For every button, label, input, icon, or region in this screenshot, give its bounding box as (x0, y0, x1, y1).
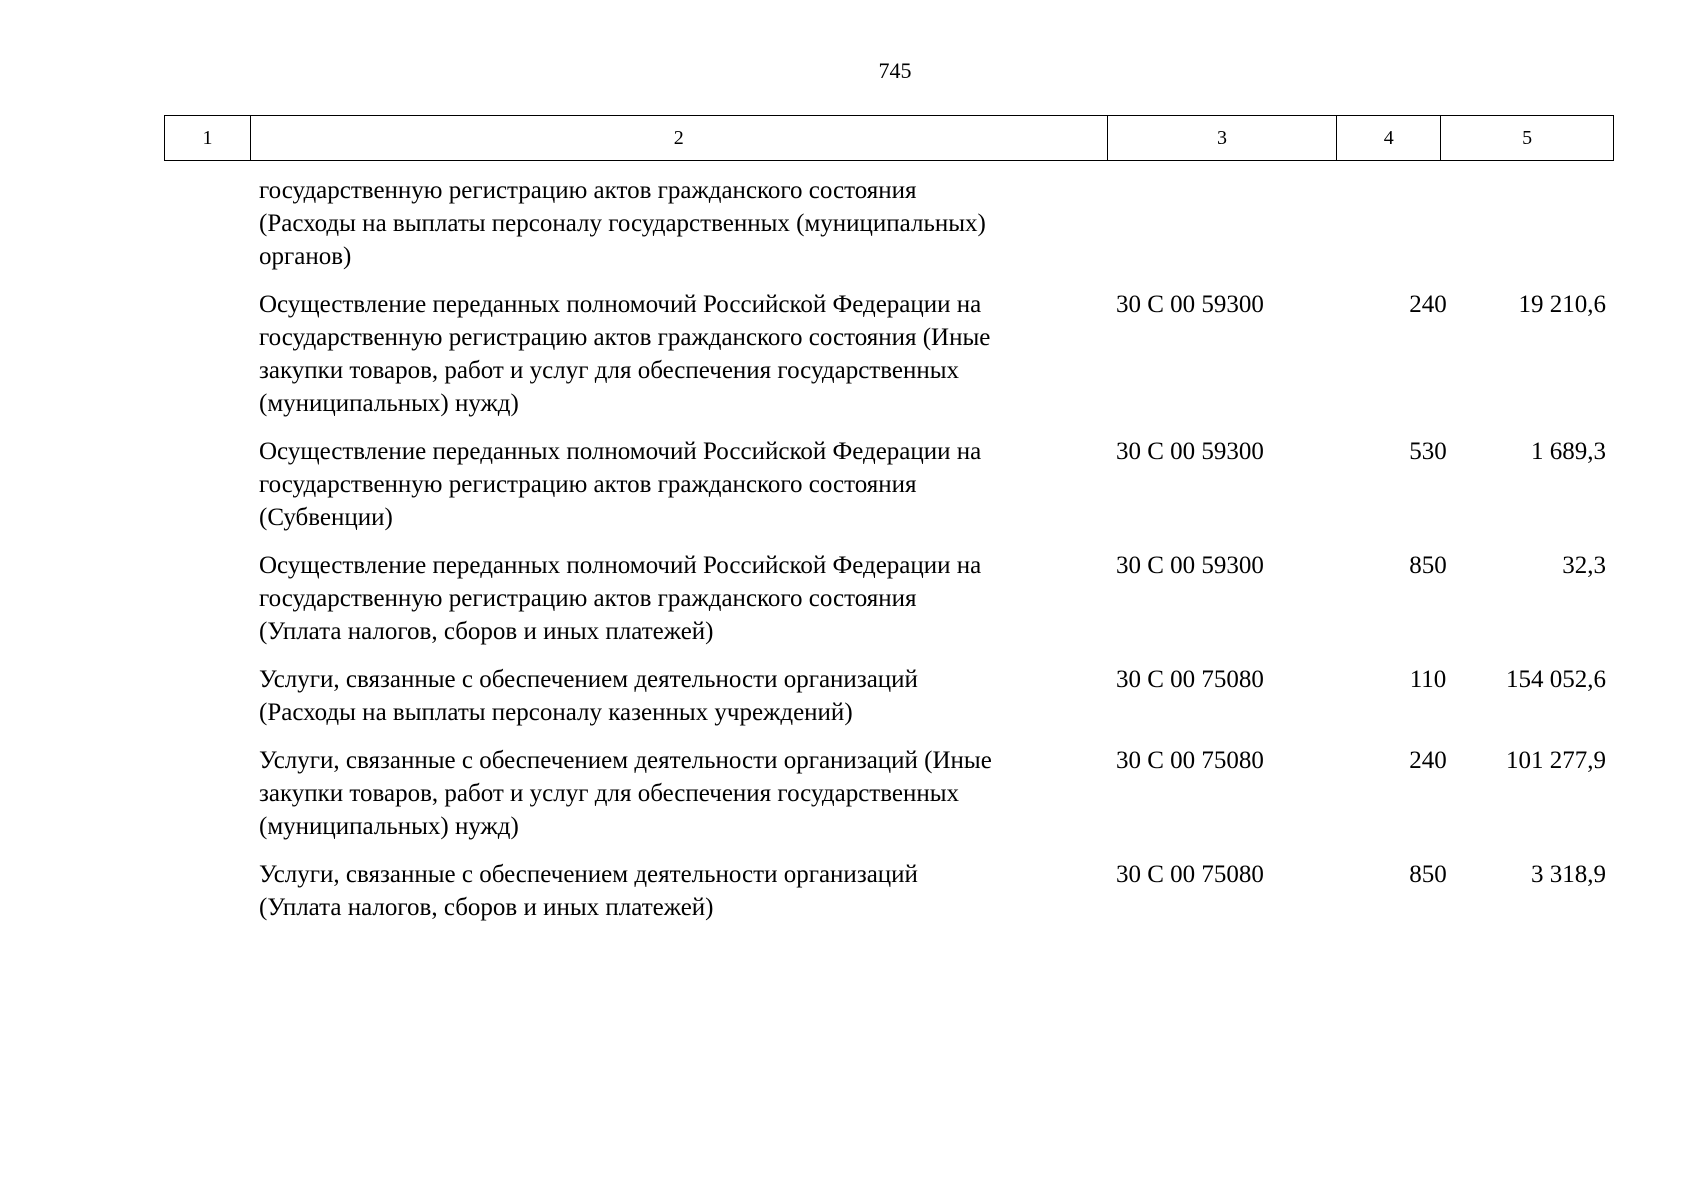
column-header-2: 2 (251, 116, 1108, 160)
row-description (259, 858, 1099, 924)
table-row (0, 858, 1697, 924)
table-row (0, 435, 1697, 534)
target-article-code: 30 С 00 59300 (1116, 291, 1264, 318)
row-description (259, 663, 1099, 729)
column-header-5: 5 (1522, 126, 1533, 149)
table-row (0, 549, 1697, 648)
expense-type-code: 240 (1409, 747, 1447, 774)
expense-type-code: 530 (1409, 438, 1447, 465)
description-line: Услуги, связанные с обеспечением деятельности организаций (Иные (259, 747, 992, 774)
column-header-4: 4 (1337, 116, 1441, 160)
table-row (0, 744, 1697, 843)
amount: 154 052,6 (1506, 666, 1606, 693)
expense-type-code: 850 (1409, 861, 1447, 888)
target-article-code: 30 С 00 75080 (1116, 747, 1264, 774)
description-line: Осуществление переданных полномочий Российской Федерации на (259, 552, 982, 579)
row-description (259, 744, 1099, 843)
description-line: Осуществление переданных полномочий Российской Федерации на (259, 438, 982, 465)
description-line: (Расходы на выплаты персоналу казенных учреждений) (259, 699, 853, 726)
description-line: (Уплата налогов, сборов и иных платежей) (259, 618, 714, 645)
description-line: (муниципальных) нужд) (259, 813, 519, 840)
row-description (259, 435, 1099, 534)
description-line: Услуги, связанные с обеспечением деятельности организаций (259, 861, 918, 888)
description-line: (Расходы на выплаты персоналу государственных (муниципальных) (259, 210, 986, 237)
column-header-3: 3 (1108, 116, 1338, 160)
amount: 32,3 (1562, 552, 1606, 579)
description-line: государственную регистрацию актов гражданского состояния (Иные (259, 324, 991, 351)
table-row (0, 174, 1697, 273)
expense-type-code: 850 (1409, 552, 1447, 579)
description-line: закупки товаров, работ и услуг для обеспечения государственных (259, 780, 960, 807)
description-line: органов) (259, 243, 352, 270)
table-body (0, 174, 1697, 924)
row-description (259, 288, 1099, 420)
row-description (259, 549, 1099, 648)
expense-type-code: 110 (1409, 666, 1447, 693)
description-line: (Субвенции) (259, 504, 393, 531)
description-line: закупки товаров, работ и услуг для обеспечения государственных (259, 357, 960, 384)
target-article-code: 30 С 00 75080 (1116, 666, 1264, 693)
table-header (164, 115, 1614, 161)
description-line: Осуществление переданных полномочий Российской Федерации на (259, 291, 982, 318)
description-line: государственную регистрацию актов гражданского состояния (259, 471, 917, 498)
amount: 101 277,9 (1506, 747, 1606, 774)
page-number: 745 (878, 58, 912, 83)
target-article-code: 30 С 00 59300 (1116, 438, 1264, 465)
description-line: государственную регистрацию актов гражданского состояния (259, 177, 917, 204)
table-row (0, 288, 1697, 420)
target-article-code: 30 С 00 75080 (1116, 861, 1264, 888)
description-line: (муниципальных) нужд) (259, 390, 519, 417)
table-row (0, 663, 1697, 729)
row-description (259, 174, 1099, 273)
amount: 1 689,3 (1531, 438, 1606, 465)
description-line: (Уплата налогов, сборов и иных платежей) (259, 894, 714, 921)
amount: 3 318,9 (1531, 861, 1606, 888)
description-line: государственную регистрацию актов гражданского состояния (259, 585, 917, 612)
target-article-code: 30 С 00 59300 (1116, 552, 1264, 579)
column-header-1: 1 (165, 116, 251, 160)
expense-type-code: 240 (1409, 291, 1447, 318)
description-line: Услуги, связанные с обеспечением деятельности организаций (259, 666, 918, 693)
amount: 19 210,6 (1518, 291, 1606, 318)
